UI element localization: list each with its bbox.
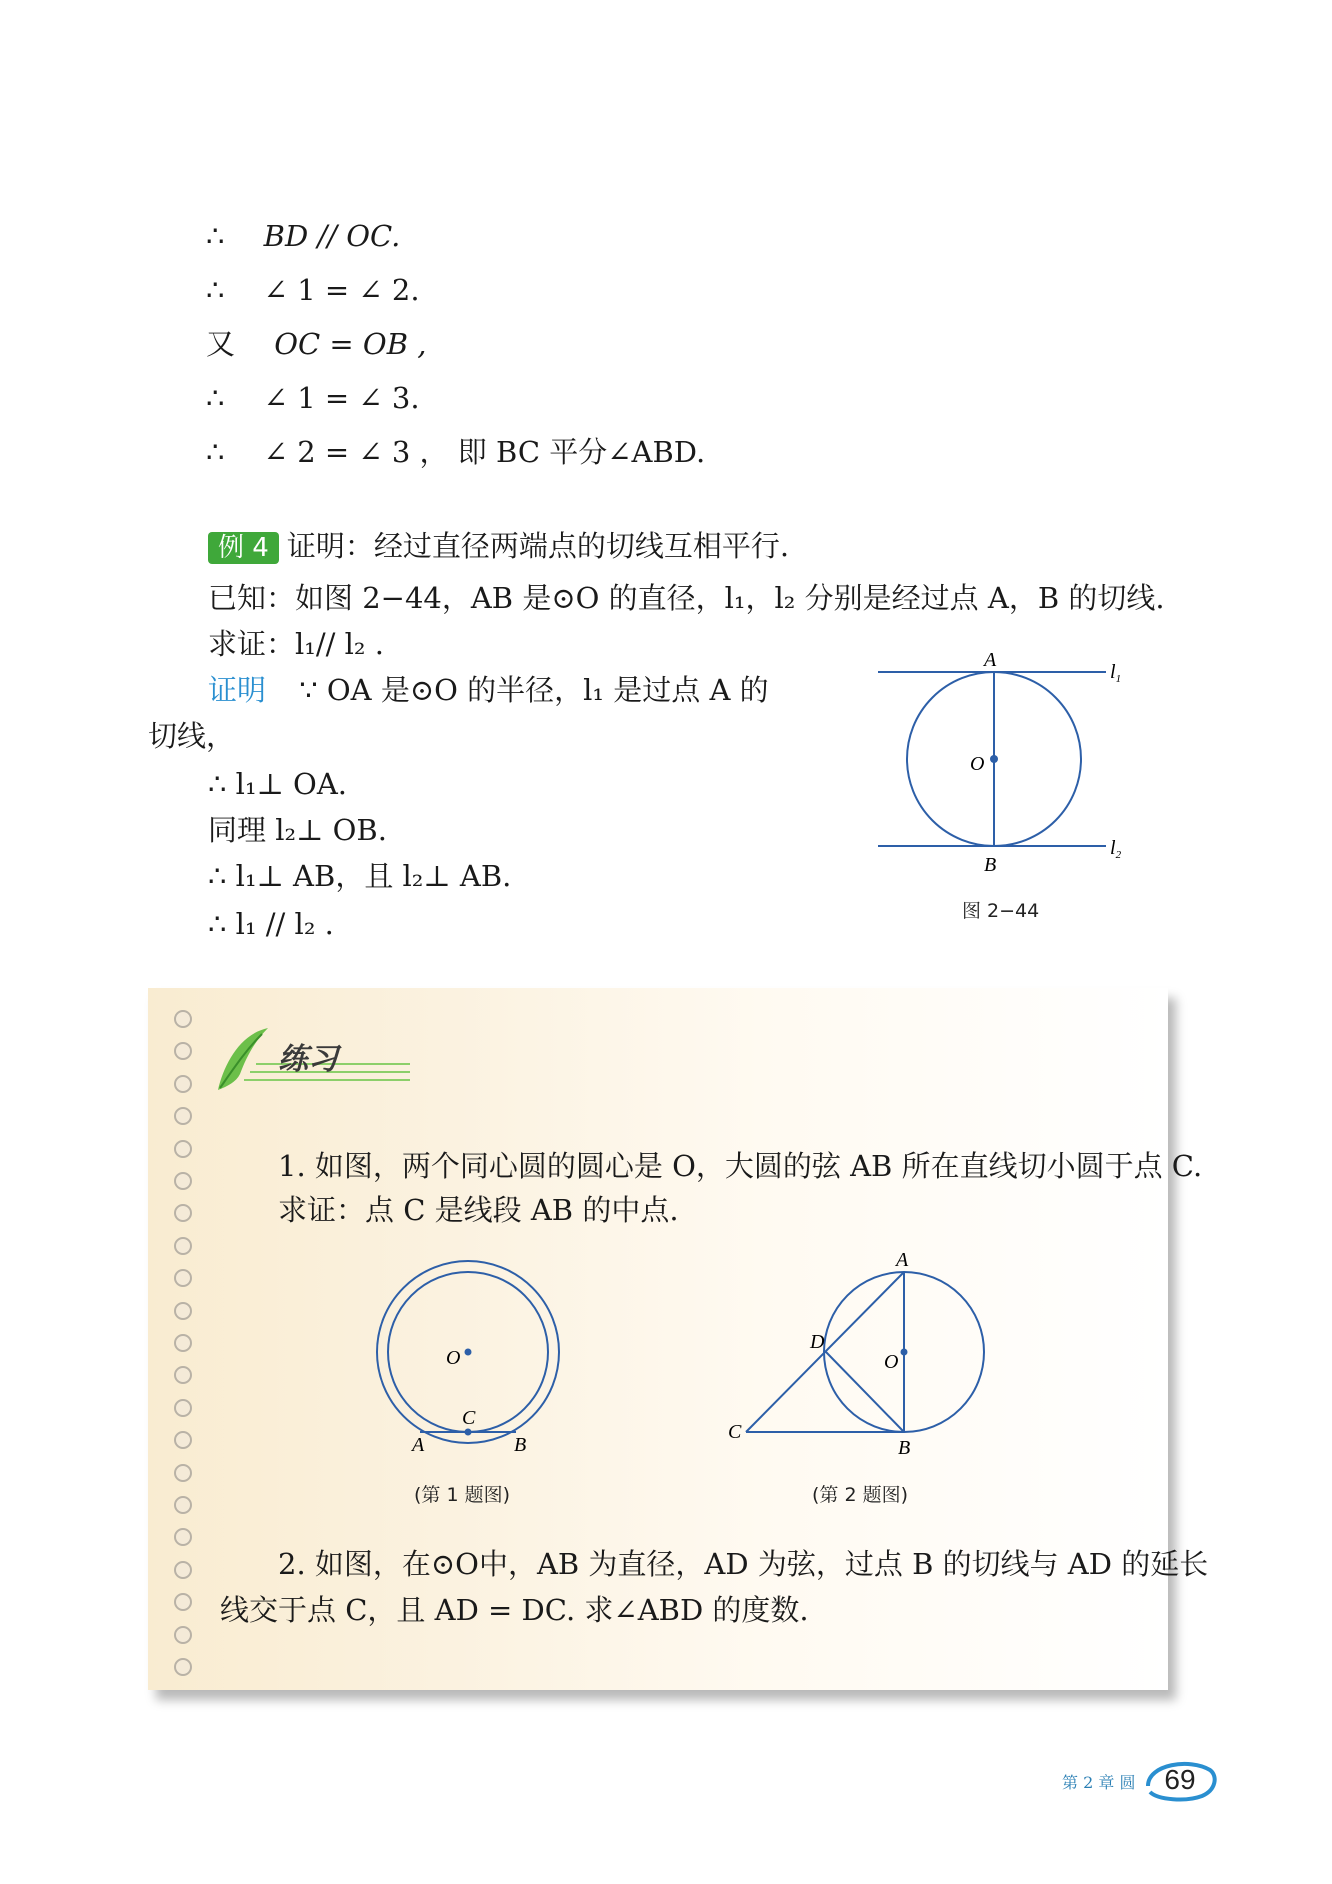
question-1-line-2: 求证：点 C 是线段 AB 的中点. — [278, 1193, 679, 1227]
binding-ring — [174, 1140, 192, 1158]
center-o — [465, 1349, 472, 1356]
example4-step-1: ∴ l₁⊥ OA. — [208, 767, 347, 801]
binding-ring — [174, 1107, 192, 1125]
label-d: D — [810, 1331, 825, 1353]
proof-text: BD // OC. — [263, 219, 401, 253]
label-o: O — [884, 1351, 899, 1373]
label-l1: $l_1$ — [1110, 661, 1122, 685]
label-c: C — [728, 1421, 742, 1443]
center-point — [990, 755, 998, 763]
also-symbol: 又 — [206, 327, 236, 361]
proof-text: OC = OB , — [274, 327, 427, 361]
binding-ring — [174, 1399, 192, 1417]
figure-2-44-caption: 图 2−44 — [962, 900, 1040, 922]
label-a: A — [984, 649, 997, 671]
figure-q2-caption: (第 2 题图) — [812, 1484, 908, 1506]
binding-ring — [174, 1658, 192, 1676]
binding-ring — [174, 1431, 192, 1449]
binding-ring — [174, 1269, 192, 1287]
binding-ring — [174, 1464, 192, 1482]
figure-q1 — [362, 1258, 612, 1458]
proof-text: ∠ 1 = ∠ 2. — [263, 273, 420, 307]
example4-step-3: ∴ l₁⊥ AB，且 l₂⊥ AB. — [208, 859, 512, 893]
label-o: O — [446, 1347, 461, 1369]
proof-line-1 — [206, 218, 400, 254]
example4-proof-cont: 切线， — [148, 719, 236, 753]
binding-ring — [174, 1172, 192, 1190]
example4-given: 已知：如图 2−44，AB 是⊙O 的直径，l₁，l₂ 分别是经过点 A，B 的切线. — [208, 581, 1165, 615]
proof-line-5 — [206, 434, 705, 470]
example4-proof-first — [208, 672, 769, 708]
figure-q2 — [716, 1244, 1016, 1464]
proof-line-4 — [206, 380, 420, 416]
page-number: 69 — [1164, 1764, 1196, 1795]
figure-2-44 — [870, 648, 1140, 888]
point-c — [465, 1429, 472, 1436]
center-o — [901, 1349, 908, 1356]
label-a: A — [412, 1434, 425, 1456]
example4-heading — [208, 528, 789, 564]
binding-ring — [174, 1237, 192, 1255]
proof-label: 证明 — [208, 673, 267, 707]
label-b: B — [514, 1434, 527, 1456]
question-1-line-1: 1. 如图，两个同心圆的圆心是 O，大圆的弦 AB 所在直线切小圆于点 C. — [278, 1149, 1203, 1183]
example4-statement: 证明：经过直径两端点的切线互相平行. — [286, 529, 790, 563]
label-o: O — [970, 753, 985, 775]
therefore-symbol: ∴ — [206, 435, 225, 469]
practice-title: 练习 — [278, 1042, 338, 1077]
therefore-symbol: ∴ — [206, 219, 225, 253]
label-l2: $l_2$ — [1110, 837, 1122, 861]
example4-prove: 求证：l₁// l₂ . — [208, 627, 384, 661]
label-a: A — [896, 1249, 909, 1271]
example4-tag: 例 4 — [208, 532, 279, 564]
practice-panel — [148, 988, 1209, 1690]
chapter-label: 第 2 章 圆 — [1062, 1773, 1136, 1792]
label-c: C — [462, 1407, 476, 1429]
example4-step-4: ∴ l₁ // l₂ . — [208, 907, 334, 941]
binding-ring — [174, 1302, 192, 1320]
binding-ring — [174, 1496, 192, 1514]
example4-step-2: 同理 l₂⊥ OB. — [208, 813, 387, 847]
binding-ring — [174, 1626, 192, 1644]
binding-ring — [174, 1561, 192, 1579]
proof-text: ∠ 2 = ∠ 3 ， 即 BC 平分∠ABD. — [263, 435, 706, 469]
label-b: B — [984, 854, 997, 876]
label-b: B — [898, 1437, 911, 1459]
figure-q1-caption: (第 1 题图) — [414, 1484, 510, 1506]
therefore-symbol: ∴ — [206, 273, 225, 307]
question-2-line-2: 线交于点 C，且 AD = DC. 求∠ABD 的度数. — [220, 1593, 809, 1627]
proof-line-3 — [206, 326, 426, 362]
binding-ring — [174, 1593, 192, 1611]
binding-ring — [174, 1010, 192, 1028]
therefore-symbol: ∴ — [206, 381, 225, 415]
binding-ring — [174, 1075, 192, 1093]
question-2-line-1: 2. 如图，在⊙O中，AB 为直径，AD 为弦，过点 B 的切线与 AD 的延长 — [278, 1547, 1209, 1581]
binding-ring — [174, 1042, 192, 1060]
binding-ring — [174, 1204, 192, 1222]
proof-line-2 — [206, 272, 420, 308]
binding-ring — [174, 1334, 192, 1352]
binding-ring — [174, 1528, 192, 1546]
proof-text: ∠ 1 = ∠ 3. — [263, 381, 420, 415]
proof-first-text: ∵ OA 是⊙O 的半径，l₁ 是过点 A 的 — [299, 673, 769, 707]
binding-ring — [174, 1366, 192, 1384]
